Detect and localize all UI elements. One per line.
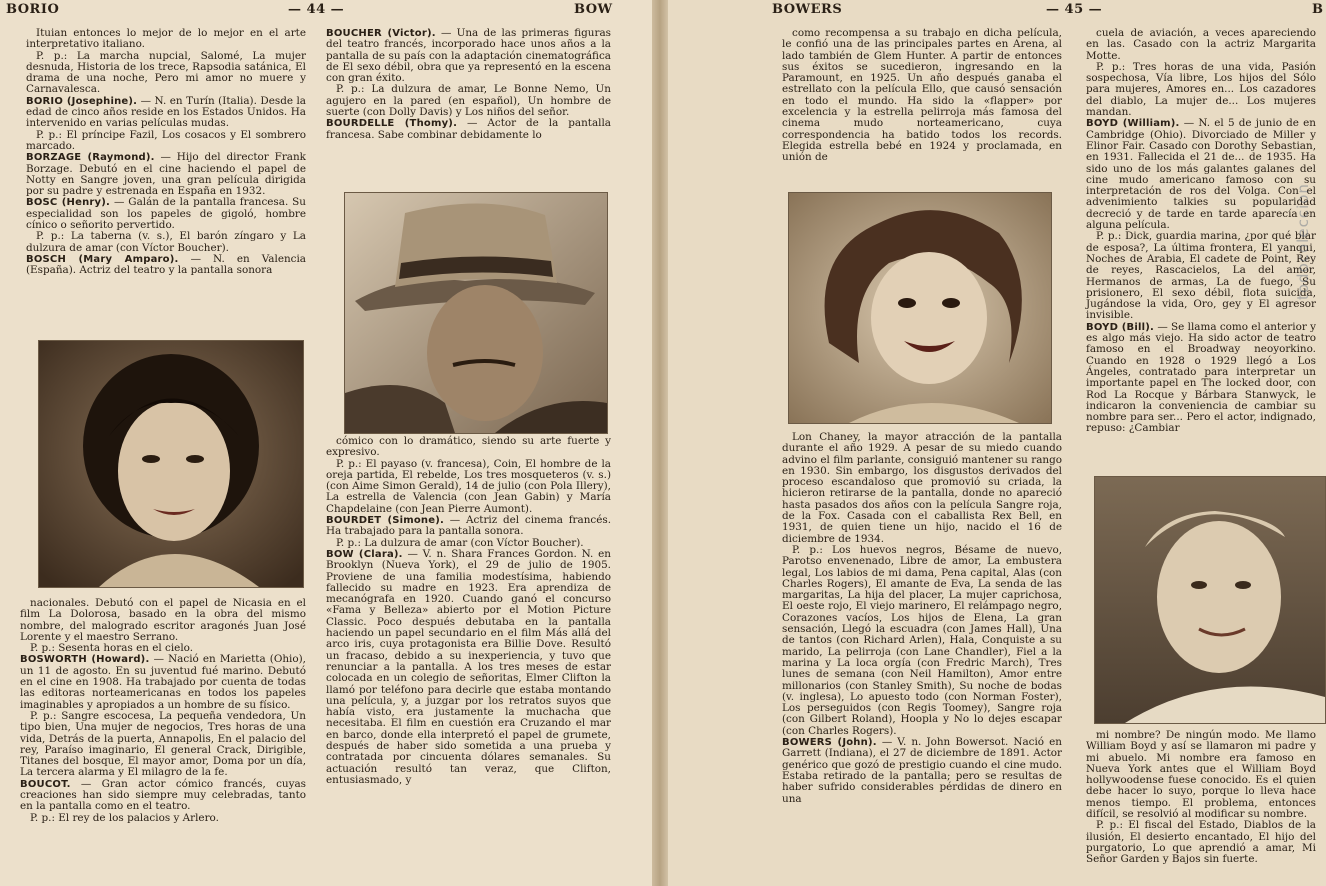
entry-text: P. p.: El rey de los palacios y Arlero. — [30, 811, 219, 824]
entry-paragraph — [26, 51, 306, 96]
entry-paragraph — [782, 545, 1062, 737]
entry-paragraph — [26, 28, 306, 51]
entry-text: — V. n. John Bowersot. Nació en Garrett (Indiana), el 27 de diciembre de 1891. Actor genérico que gozó de prestigio cuando el cine mudo. Estaba retirado de la pantalla; pero se resultas de haber sufrido considerables pérdidas de dinero en una — [782, 736, 1062, 805]
entry-paragraph — [1086, 231, 1316, 321]
dictionary-entry — [20, 779, 306, 813]
entry-paragraph — [20, 711, 306, 779]
entry-paragraph — [20, 598, 306, 643]
dictionary-entry — [26, 254, 306, 277]
entry-paragraph — [26, 130, 306, 153]
entry-text: — Una de las primeras figuras del teatro francés, incorporado hace unos años a la pantalla de su país con la adaptación cinematográfica de El sexo débil, obra que ya representó en la escena con gran éxito. — [326, 27, 611, 85]
portrait-thomy-bourdelle — [344, 192, 608, 434]
entry-headword: BOUCHER (Victor). — [326, 28, 436, 39]
entry-text: — N. en Turín (Italia). Desde la edad de cinco años reside en los Estados Unidos. Ha intervenido en varias películas mudas. — [26, 94, 306, 130]
portrait-mary-amparo-bosch — [38, 340, 304, 588]
entry-text: nacionales. Debutó con el papel de Nicasia en el film La Dolorosa, basado en la obra del mismo nombre, del malogrado escritor aragonés Juan José Lorente y el maestro Serrano. — [20, 597, 306, 643]
portrait-clara-bow — [788, 192, 1052, 424]
entry-text: — Se llama como el anterior y es algo más viejo. Ha sido actor de teatro famoso en el Broadway neoyorkino. Cuando en 1928 o 1929 llegó a Los Ángeles, contratado para interpretar un importante papel en The locked door, con Rod La Rocque y Bárbara Stanwyck, le indicaron la conveniencia de cambiar su nombre para ser... Pero el actor, indignado, repuso: ¿Cambiar — [1086, 320, 1316, 435]
entry-text: P. p.: La taberna (v. s.), El barón zíngaro y La dulzura de amar (con Víctor Boucher). — [26, 230, 306, 254]
entry-headword: BOYD (William). — [1086, 118, 1180, 130]
entry-text: P. p.: La dulzura de amar (con Víctor Boucher). — [336, 536, 584, 549]
entry-paragraph — [326, 436, 611, 459]
entry-text: — N. en Valencia (España). Actriz del teatro y la pantalla sonora — [26, 252, 306, 277]
entry-text: mi nombre? De ningún modo. Me llamo William Boyd y así se llamaron mi padre y mi abuelo. Mi nombre era famoso en Nueva York antes que el William Boyd hollywoodense fuese conocido. Es el quien debe hacer lo suyo, porque lo lleva hace menos tiempo. El problema, entonces difícil, se resolvió al modificar su nombre. — [1086, 729, 1316, 821]
entry-text: cuela de aviación, a veces apareciendo en las. Casado con la actriz Margarita Motte. — [1086, 27, 1316, 62]
book-gutter — [652, 0, 668, 886]
dictionary-entry — [26, 152, 306, 197]
entry-paragraph — [1086, 730, 1316, 820]
dictionary-entry — [26, 96, 306, 130]
portrait-bill-boyd — [1094, 476, 1326, 724]
entry-headword: BOURDELLE (Thomy). — [326, 118, 458, 130]
column-2-top — [326, 28, 611, 141]
column-2-bottom — [326, 436, 611, 786]
dictionary-entry — [782, 737, 1062, 805]
entry-text: P. p.: La marcha nupcial, Salomé, La mujer desnuda, Historia de los trece, Rapsodia satánica, El drama de una noche, Pero mi amor no muere y Carnavalesca. — [26, 49, 306, 96]
entry-headword: BOURDET (Simone). — [326, 515, 445, 527]
entry-text: — Gran actor cómico francés, cuyas creaciones han sido siempre muy celebradas, tanto en la pantalla como en el teatro. — [20, 777, 306, 813]
entry-text: P. p.: El fiscal del Estado, Diablos de la ilusión, El desierto encantado, El hijo del purgatorio, Lo que aprendió a amar, Mi Señor Garden y Bajos sin fuerte. — [1086, 819, 1316, 866]
entry-paragraph — [326, 84, 611, 118]
header-left-term: BOWERS — [772, 2, 843, 17]
header-left-term: BORIO — [6, 2, 60, 17]
right-page — [668, 0, 1324, 886]
watermark: todocoleccion — [1294, 183, 1312, 300]
header-right-term: B — [1312, 2, 1324, 17]
entry-text: — Actriz del cinema francés. Ha trabajado para la pantalla sonora. — [326, 514, 611, 538]
entry-text: P. p.: Tres horas de una vida, Pasión sospechosa, Vía libre, Los hijos del Sólo para mujeres, Amores en... Los cazadores del diablo, La mujer de... Los mujeres mandan. — [1086, 60, 1316, 119]
entry-text: Ituian entonces lo mejor de lo mejor en el arte interpretativo italiano. — [26, 27, 306, 51]
entry-paragraph — [26, 231, 306, 254]
entry-text: Lon Chaney, la mayor atracción de la pantalla durante el año 1929. A pesar de su miedo cuando advino el film parlante, consiguió mantener su rango en 1930. Sin embargo, los disgustos derivados del proceso escandaloso que promovió su criada, la hicieron retirarse de la pantalla, donde no apareció hasta pasados dos años con la película Sangre roja, de la Fox. Casada con el caballista Rex Bell, en 1931, de quien tiene un hijo, nacido el 16 de diciembre de 1934. — [782, 431, 1062, 545]
dictionary-entry — [326, 118, 611, 141]
dictionary-entry — [326, 28, 611, 84]
column-4-bottom — [1086, 730, 1316, 866]
entry-headword: BOWERS (John). — [782, 737, 877, 749]
dictionary-entry — [26, 197, 306, 231]
entry-headword: BOSWORTH (Howard). — [20, 654, 150, 666]
entry-headword: BOUCOT. — [20, 778, 71, 790]
entry-text: P. p.: El príncipe Fazil, Los cosacos y El sombrero marcado. — [26, 128, 306, 152]
entry-headword: BOW (Clara). — [326, 548, 403, 560]
dictionary-entry — [326, 549, 611, 786]
entry-paragraph — [20, 813, 306, 824]
entry-headword: BOSCH (Mary Amparo). — [26, 253, 179, 265]
entry-text: — Nació en Marietta (Ohio), un 11 de agosto. En su juventud fué marino. Debutó en el cine en 1908. Ha trabajado por cuenta de todas las editoras norteamericanas en todos los papeles imaginables y apropiados a un hombre de su físico. — [20, 653, 306, 711]
dictionary-entry — [326, 515, 611, 538]
entry-text: — N. el 5 de junio de en Cambridge (Ohio). Divorciado de Miller y Elinor Fair. Casado con Dorothy Sebastian, en 1931. Fallecida el 21 de... de 1935. Ha sido uno de los más galantes galanes del cine mudo americano famoso con su interpretación de ros del Volga. Con el advenimiento talkies su popularidad decreció y de tarde en tarde aparecía en alguna película. — [1086, 117, 1316, 232]
entry-text: cómico con lo dramático, siendo su arte fuerte y expresivo. — [326, 435, 611, 459]
entry-text: — V. n. Shara Frances Gordon. N. en Brooklyn (Nueva York), el 29 de julio de 1905. Proviene de una familia modestísima, habiendo fallecido su madre en 1923. Era aprendiza de mecanógrafa en 1920. Cuando ganó el concurso «Fama y Belleza» abierto por el Motion Picture Classic. Poco después debutaba en la pantalla haciendo un papel secundario en el film Más allá del arco iris, cuya protagonista era Billie Dove. Resultó un fracaso, debido a su inexperiencia, y tuvo que renunciar a la pantalla. A los tres meses de estar colocada en un colegio de señoritas, Elmer Clifton la llamó por teléfono para decirle que estaba montando una película, y, a juzgar por los retratos suyos que había visto, era justamente la muchacha que necesitaba. El film en cuestión era Cruzando el mar en barco, donde ella interpretó el papel de grumete, después de haber sido sometida a una prueba y contratada por cincuenta dólares semanales. Su actuación resultó tan veraz, que Clifton, entusiasmado, y — [326, 547, 611, 786]
header-right-term: BOW — [574, 2, 613, 17]
dictionary-entry — [1086, 322, 1316, 435]
entry-text: — Galán de la pantalla francesa. Su especialidad son los papeles de gigoló, hombre cínico o señorito pervertido. — [26, 196, 306, 232]
entry-text: — Actor de la pantalla francesa. Sabe combinar debidamente lo — [326, 117, 611, 141]
entry-text: P. p.: Sesenta horas en el cielo. — [30, 642, 194, 655]
entry-headword: BORZAGE (Raymond). — [26, 152, 155, 164]
entry-headword: BOSC (Henry). — [26, 197, 111, 209]
column-3-bottom — [782, 432, 1062, 805]
page-number-left: — 44 — — [288, 2, 345, 17]
column-1-top — [26, 28, 306, 277]
dictionary-entry — [20, 654, 306, 710]
entry-headword: BOYD (Bill). — [1086, 321, 1155, 333]
column-1-bottom — [20, 598, 306, 824]
entry-text: P. p.: Dick, guardia marina, ¿por qué blar de esposa?, La última frontera, El yanqui, Noches de Arabia, El cadete de Point, Rey de reyes, Rascacielos, La del amor, Hermanos de armas, La de fuego, Su prisionero, El sexo débil, flota suicida, Jugándose la vida, Oro, gey y El agresor invisible. — [1086, 230, 1316, 322]
left-page — [0, 0, 652, 886]
entry-paragraph — [1086, 28, 1316, 62]
entry-text: P. p.: Sangre escocesa, La pequeña vendedora, Un tipo bien, Una mujer de negocios, Tres horas de una vida, Detrás de la puerta, Annapolis, En el palacio del rey, Paraíso imaginario, El general Crack, Dirigible, Titanes del bosque, El mayor amor, Doma por un día, La tercera alarma y El milagro de la fe. — [20, 709, 306, 779]
entry-headword: BORIO (Josephine). — [26, 95, 138, 107]
entry-paragraph — [1086, 820, 1316, 865]
page-number-right: — 45 — — [1046, 2, 1103, 17]
dictionary-entry — [1086, 118, 1316, 231]
entry-paragraph — [326, 459, 611, 515]
entry-text: P. p.: La dulzura de amar, Le Bonne Nemo, Un agujero en la pared (en español), Un hombre de suerte (con Dolly Davis) y Los niños del señor. — [326, 83, 611, 119]
entry-paragraph — [782, 28, 1062, 164]
entry-paragraph — [782, 432, 1062, 545]
entry-text: P. p.: Los huevos negros, Bésame de nuevo, Parotso envenenado, Libre de amor, La embustera legal, Los labios de mi dama, Pena capital, Alas (con Charles Rogers), El amante de Eva, La senda de las margaritas, La hija del placer, La mujer caprichosa, El oeste rojo, El viejo marinero, El relámpago negro, Corazones vacíos, Los hijos de Elena, La gran sensación, Llegó la escuadra (con James Hall), Una de tantos (con Richard Arlen), Hala, Conquiste a su marido, La pelirroja (con Lane Chandler), Fiel a la marina y La loca orgía (con Fredric March), Tres lunes de semana (con Neil Hamilton), Amor entre millonarios (con Stanley Smith), Su noche de bodas (v. inglesa), Lo apuesto todo (con Norman Foster), Los perseguidos (con Regis Toomey), Sangre roja (con Gilbert Roland), Hoopla y No lo dejes escapar (con Charles Rogers). — [782, 543, 1062, 737]
entry-text: P. p.: El payaso (v. francesa), Coin, El hombre de la oreja partida, El rebelde, Los tres mosqueteros (v. s.) (con Aime Simon Gerald), 14 de julio (con Pola Illery), La estrella de Valencia (con Jean Gabin) y María Chapdelaine (con Jean Pierre Aumont). — [326, 457, 611, 515]
column-3-top — [782, 28, 1062, 164]
entry-text: — Hijo del director Frank Borzage. Debutó en el cine haciendo el papel de Notty en Sangre joven, una gran película dirigida por su padre y estrenada en España en 1932. — [26, 151, 306, 198]
column-4-top — [1086, 28, 1316, 435]
entry-paragraph — [1086, 62, 1316, 118]
entry-text: como recompensa a su trabajo en dicha película, le confió una de las principales partes en Arena, al lado también de Glem Hunter. A partir de entonces sus éxitos se sucedieron, ingresando en la Paramount, en 1925. Un año después ganaba el estrellato con la película Ello, que causó sensación en todo el mundo. Ha sido la «flapper» por excelencia y la estrella pelirroja más famosa del cinema mudo norteamericano, cuya correspondencia ha batido todos los records. Elegida estrella bebé en 1924 y proclamada, en unión de — [782, 27, 1062, 164]
